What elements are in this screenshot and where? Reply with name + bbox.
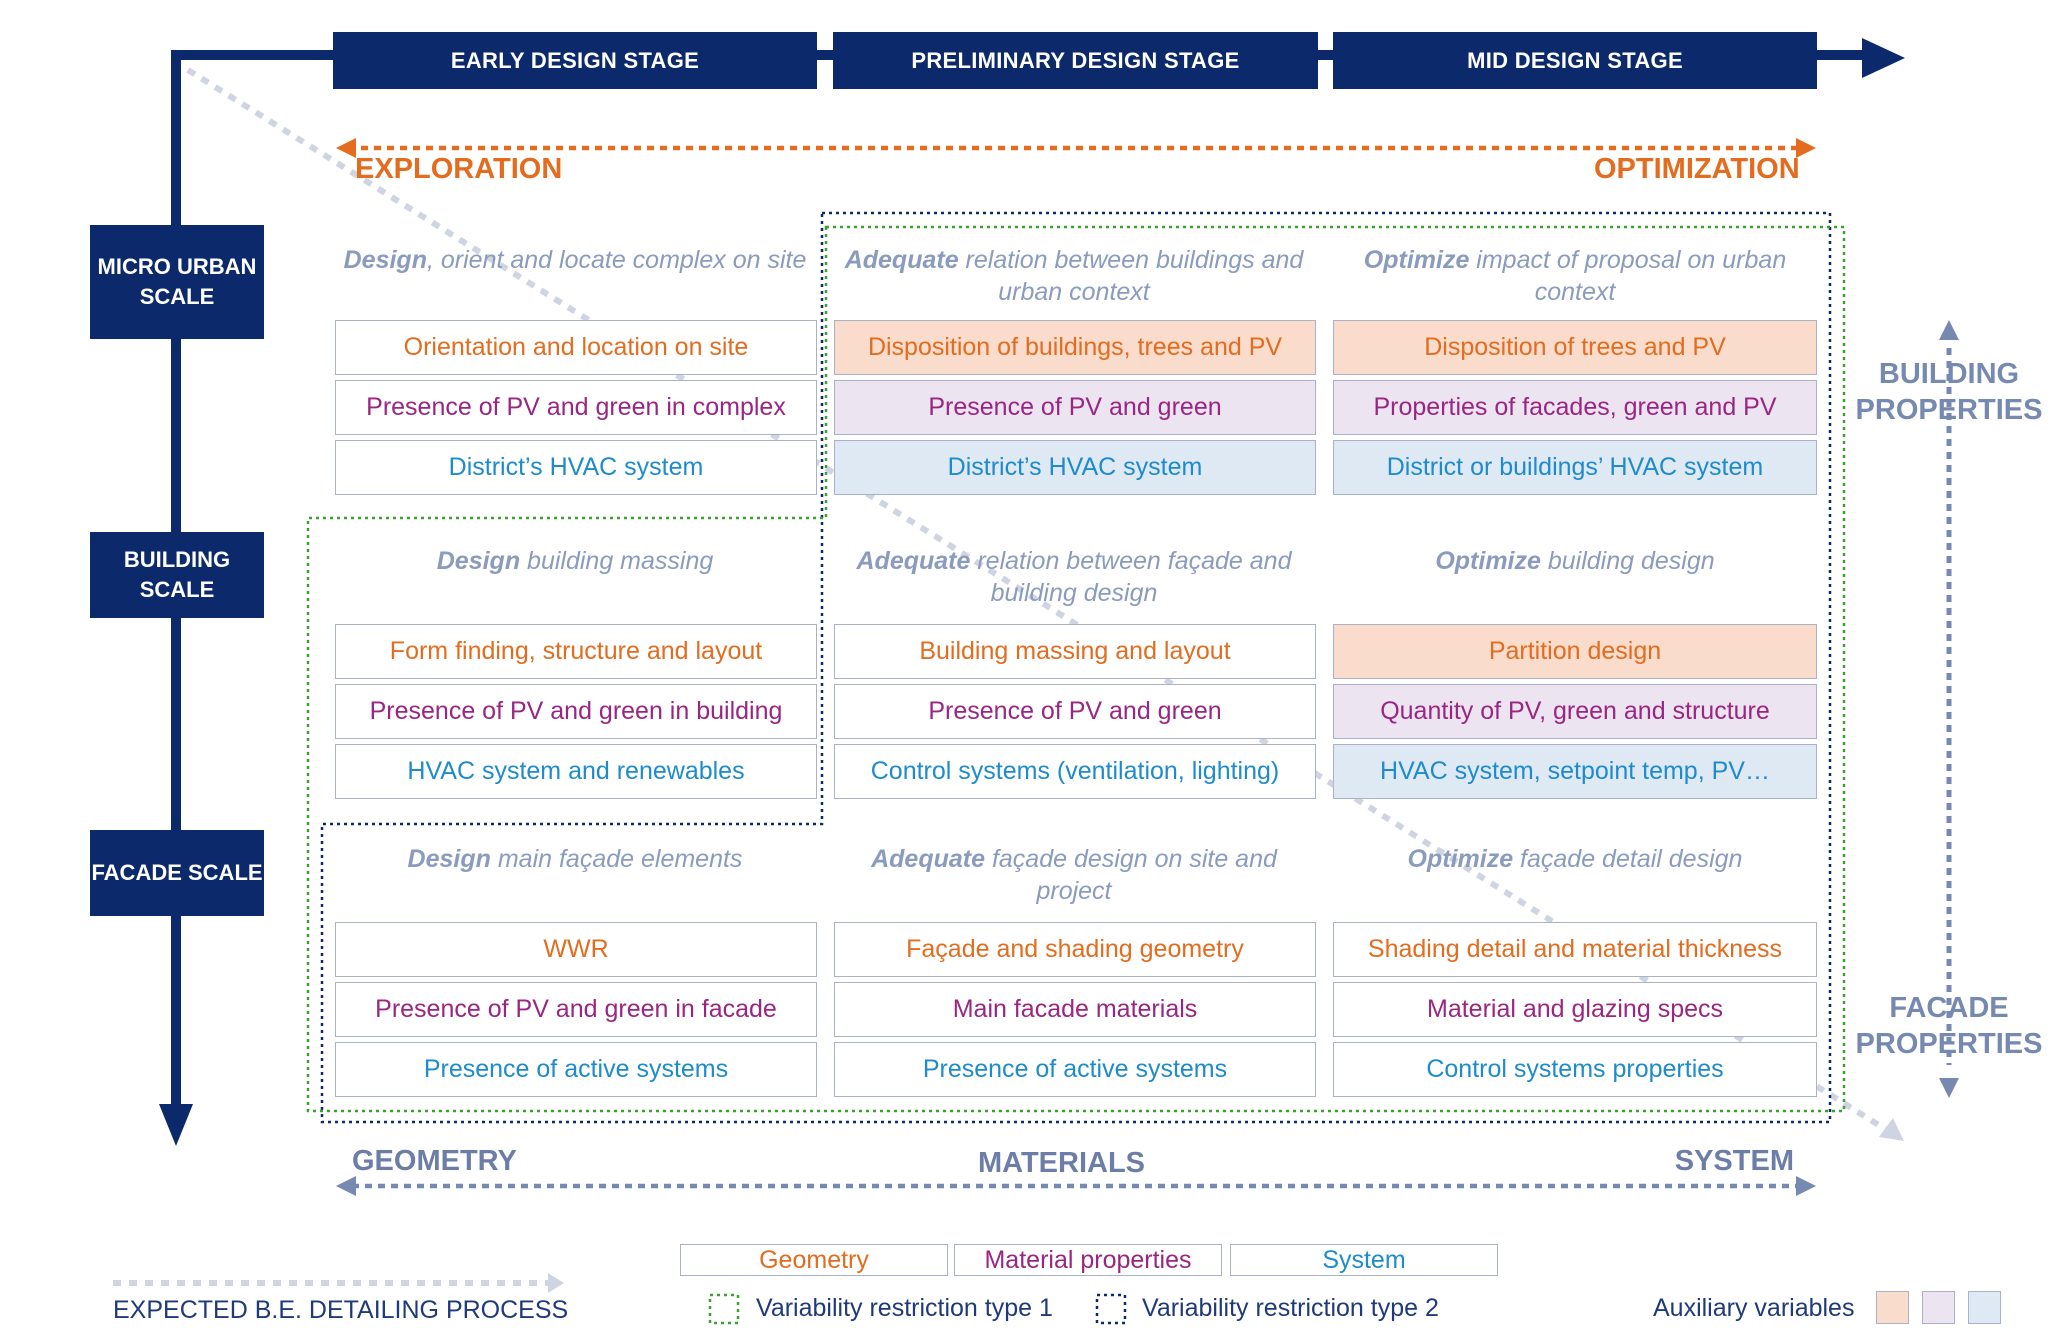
cell-facade-early-geometry: WWR (335, 922, 817, 977)
stage-preliminary: PRELIMINARY DESIGN STAGE (833, 32, 1318, 89)
cell-facade-preliminary-system: Presence of active systems (834, 1042, 1316, 1097)
heading-bold: Optimize (1363, 246, 1470, 274)
cell-building-early-geometry: Form finding, structure and layout (335, 624, 817, 679)
building-properties-arrowhead (1939, 320, 1959, 340)
heading-rest: main façade elements (490, 845, 743, 873)
materials-axis-label: MATERIALS (978, 1147, 1146, 1179)
cell-micro-early-geometry: Orientation and location on site (335, 320, 817, 375)
auxiliary-material-swatch (1922, 1291, 1955, 1324)
heading-bold: Design (343, 246, 427, 274)
facade-properties-label: FACADE PROPERTIES (1855, 992, 2043, 1060)
cell-micro-mid-system: District or buildings’ HVAC system (1333, 440, 1817, 495)
cell-micro-preliminary-system: District’s HVAC system (834, 440, 1316, 495)
geometry-arrowhead (336, 1176, 356, 1196)
stage-early: EARLY DESIGN STAGE (333, 32, 817, 89)
heading-rest: façade design on site and project (985, 845, 1277, 905)
heading-rest: relation between buildings and urban context (958, 246, 1304, 306)
cell-building-preliminary-material: Presence of PV and green (834, 684, 1316, 739)
heading-rest: façade detail design (1513, 845, 1743, 873)
scale-micro-urban: MICRO URBAN SCALE (90, 225, 264, 339)
heading-micro-preliminary (834, 244, 1314, 310)
legend-process-label: EXPECTED B.E. DETAILING PROCESS (113, 1296, 569, 1324)
cell-facade-mid-system: Control systems properties (1333, 1042, 1817, 1097)
scale-building: BUILDING SCALE (90, 532, 264, 618)
legend-geometry: Geometry (680, 1244, 948, 1276)
cell-micro-preliminary-material: Presence of PV and green (834, 380, 1316, 435)
scale-down-arrowhead (159, 1104, 193, 1146)
auxiliary-geometry-swatch (1876, 1291, 1909, 1324)
exploration-label: EXPLORATION (355, 153, 563, 185)
cell-facade-early-material: Presence of PV and green in facade (335, 982, 817, 1037)
heading-rest: , orient and locate complex on site (426, 246, 807, 274)
legend-auxiliary-label: Auxiliary variables (1653, 1294, 1855, 1322)
geometry-axis-label: GEOMETRY (352, 1145, 517, 1177)
cell-micro-early-system: District’s HVAC system (335, 440, 817, 495)
legend-restriction-1-label: Variability restriction type 1 (756, 1294, 1053, 1322)
cell-building-early-system: HVAC system and renewables (335, 744, 817, 799)
process-diagonal-arrowhead (1879, 1118, 1904, 1141)
cell-building-mid-system: HVAC system, setpoint temp, PV… (1333, 744, 1817, 799)
heading-building-preliminary (834, 545, 1314, 611)
cell-facade-preliminary-material: Main facade materials (834, 982, 1316, 1037)
system-arrowhead (1796, 1176, 1816, 1196)
cell-building-preliminary-geometry: Building massing and layout (834, 624, 1316, 679)
heading-bold: Optimize (1407, 845, 1514, 873)
auxiliary-system-swatch (1968, 1291, 2001, 1324)
legend-process-arrowhead (548, 1273, 564, 1293)
timeline-right-arrowhead (1862, 38, 1905, 78)
stage-mid: MID DESIGN STAGE (1333, 32, 1817, 89)
legend-system: System (1230, 1244, 1498, 1276)
heading-building-mid (1333, 545, 1817, 611)
cell-micro-mid-geometry: Disposition of trees and PV (1333, 320, 1817, 375)
heading-rest: building design (1540, 547, 1715, 575)
heading-micro-mid (1333, 244, 1817, 310)
cell-facade-mid-material: Material and glazing specs (1333, 982, 1817, 1037)
legend-restriction-2-label: Variability restriction type 2 (1142, 1294, 1439, 1322)
legend-material-properties: Material properties (954, 1244, 1222, 1276)
heading-bold: Adequate (856, 547, 971, 575)
facade-properties-arrowhead (1939, 1078, 1959, 1098)
heading-facade-early (335, 843, 815, 909)
heading-facade-mid (1333, 843, 1817, 909)
heading-facade-preliminary (834, 843, 1314, 909)
legend-restriction-2-square (1097, 1295, 1125, 1323)
heading-bold: Design (436, 547, 521, 575)
heading-bold: Design (407, 845, 491, 873)
exploration-arrowhead (336, 138, 356, 158)
cell-micro-preliminary-geometry: Disposition of buildings, trees and PV (834, 320, 1316, 375)
legend-restriction-1-square (710, 1295, 738, 1323)
cell-micro-mid-material: Properties of facades, green and PV (1333, 380, 1817, 435)
heading-building-early (335, 545, 815, 611)
heading-rest: relation between façade and building design (970, 547, 1292, 607)
cell-building-preliminary-system: Control systems (ventilation, lighting) (834, 744, 1316, 799)
heading-bold: Optimize (1435, 547, 1541, 575)
cell-building-mid-material: Quantity of PV, green and structure (1333, 684, 1817, 739)
building-properties-label: BUILDING PROPERTIES (1855, 358, 2043, 426)
heading-rest: impact of proposal on urban context (1469, 246, 1787, 306)
cell-facade-early-system: Presence of active systems (335, 1042, 817, 1097)
cell-facade-preliminary-geometry: Façade and shading geometry (834, 922, 1316, 977)
heading-micro-early (335, 244, 815, 310)
cell-building-mid-geometry: Partition design (1333, 624, 1817, 679)
cell-micro-early-material: Presence of PV and green in complex (335, 380, 817, 435)
heading-bold: Adequate (871, 845, 985, 873)
scale-facade: FACADE SCALE (90, 830, 264, 916)
system-axis-label: SYSTEM (1674, 1145, 1794, 1177)
heading-rest: building massing (520, 547, 714, 575)
heading-bold: Adequate (844, 246, 959, 274)
cell-building-early-material: Presence of PV and green in building (335, 684, 817, 739)
cell-facade-mid-geometry: Shading detail and material thickness (1333, 922, 1817, 977)
optimization-label: OPTIMIZATION (1594, 153, 1800, 185)
